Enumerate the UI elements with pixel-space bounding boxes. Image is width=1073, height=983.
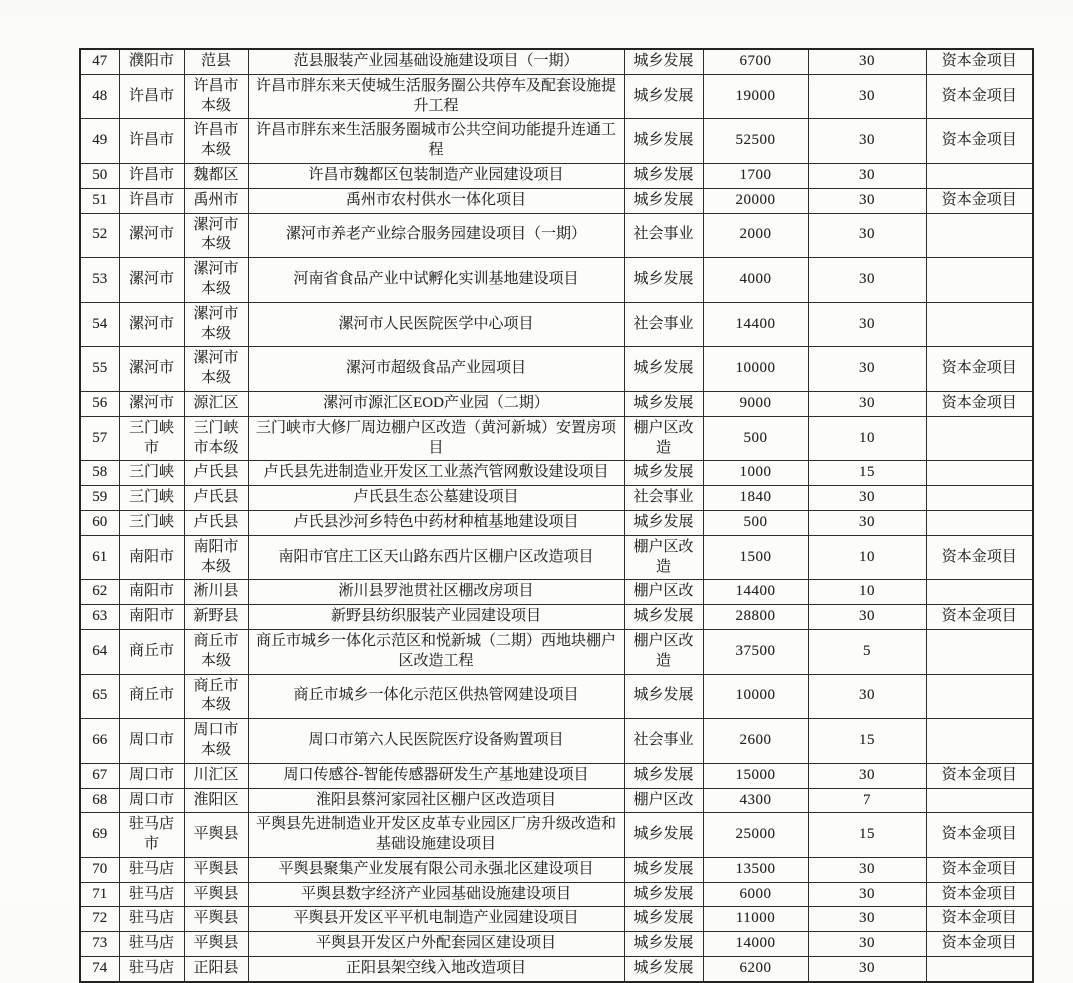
cell-amount: 14000 [703,932,808,957]
cell-ratio: 15 [808,719,926,764]
cell-capital-fund-flag: 资本金项目 [926,391,1033,416]
cell-amount: 10000 [703,674,808,719]
cell-city: 驻马店 [119,932,184,957]
cell-ratio: 5 [808,629,926,674]
cell-amount: 25000 [703,813,808,858]
table-row [80,763,1033,788]
cell-capital-fund-flag: 资本金项目 [926,882,1033,907]
cell-project-name: 平舆县聚集产业发展有限公司永强北区建设项目 [248,857,624,882]
cell-amount: 6700 [703,49,808,74]
cell-row-number: 52 [80,213,119,258]
cell-capital-fund-flag: 资本金项目 [926,857,1033,882]
cell-county-or-district: 淅川县 [184,580,248,605]
cell-project-name: 商丘市城乡一体化示范区供热管网建设项目 [248,674,624,719]
cell-project-name: 三门峡市大修厂周边棚户区改造（黄河新城）安置房项目 [248,416,624,461]
cell-project-name: 商丘市城乡一体化示范区和悦新城（二期）西地块棚户区改造工程 [248,629,624,674]
cell-capital-fund-flag: 资本金项目 [926,763,1033,788]
cell-city: 驻马店 [119,882,184,907]
cell-amount: 13500 [703,857,808,882]
cell-project-name: 卢氏县先进制造业开发区工业蒸汽管网敷设建设项目 [248,461,624,486]
cell-category: 城乡发展 [624,49,703,74]
cell-row-number: 58 [80,461,119,486]
cell-project-name: 许昌市胖东来生活服务圈城市公共空间功能提升连通工程 [248,119,624,164]
cell-city: 许昌市 [119,188,184,213]
table-row [80,813,1033,858]
cell-category: 社会事业 [624,302,703,347]
cell-row-number: 47 [80,49,119,74]
cell-row-number: 63 [80,605,119,630]
cell-category: 城乡发展 [624,461,703,486]
table-row [80,163,1033,188]
cell-county-or-district: 南阳市本级 [184,535,248,580]
cell-category: 棚户区改造 [624,535,703,580]
cell-row-number: 69 [80,813,119,858]
cell-category: 城乡发展 [624,258,703,303]
cell-amount: 19000 [703,74,808,119]
projects-table-body [80,49,1033,982]
cell-category: 城乡发展 [624,74,703,119]
cell-county-or-district: 卢氏县 [184,486,248,511]
cell-project-name: 正阳县架空线入地改造项目 [248,957,624,982]
cell-capital-fund-flag [926,788,1033,813]
table-row [80,535,1033,580]
cell-city: 漯河市 [119,213,184,258]
cell-city: 周口市 [119,763,184,788]
cell-project-name: 平舆县开发区户外配套园区建设项目 [248,932,624,957]
cell-county-or-district: 卢氏县 [184,461,248,486]
table-row [80,416,1033,461]
cell-county-or-district: 魏都区 [184,163,248,188]
cell-amount: 1500 [703,535,808,580]
cell-row-number: 48 [80,74,119,119]
cell-county-or-district: 范县 [184,49,248,74]
cell-amount: 1000 [703,461,808,486]
cell-row-number: 64 [80,629,119,674]
cell-city: 商丘市 [119,674,184,719]
cell-amount: 15000 [703,763,808,788]
cell-capital-fund-flag [926,416,1033,461]
cell-row-number: 57 [80,416,119,461]
cell-row-number: 53 [80,258,119,303]
cell-category: 城乡发展 [624,510,703,535]
cell-ratio: 30 [808,486,926,511]
cell-city: 漯河市 [119,302,184,347]
cell-city: 濮阳市 [119,49,184,74]
cell-row-number: 61 [80,535,119,580]
cell-row-number: 59 [80,486,119,511]
cell-county-or-district: 漯河市本级 [184,347,248,392]
cell-row-number: 72 [80,907,119,932]
cell-city: 驻马店 [119,857,184,882]
cell-amount: 14400 [703,580,808,605]
cell-city: 南阳市 [119,580,184,605]
cell-row-number: 50 [80,163,119,188]
cell-county-or-district: 平舆县 [184,857,248,882]
table-row [80,629,1033,674]
cell-ratio: 30 [808,258,926,303]
cell-capital-fund-flag [926,957,1033,982]
cell-capital-fund-flag: 资本金项目 [926,188,1033,213]
table-row [80,486,1033,511]
cell-category: 城乡发展 [624,882,703,907]
table-row [80,957,1033,982]
cell-category: 城乡发展 [624,907,703,932]
cell-row-number: 56 [80,391,119,416]
cell-city: 三门峡 [119,486,184,511]
cell-capital-fund-flag: 资本金项目 [926,74,1033,119]
cell-ratio: 30 [808,882,926,907]
cell-project-name: 漯河市人民医院医学中心项目 [248,302,624,347]
cell-project-name: 漯河市超级食品产业园项目 [248,347,624,392]
cell-project-name: 漯河市源汇区EOD产业园（二期） [248,391,624,416]
table-row [80,119,1033,164]
cell-category: 社会事业 [624,486,703,511]
cell-row-number: 51 [80,188,119,213]
cell-city: 驻马店 [119,907,184,932]
table-row [80,674,1033,719]
cell-city: 许昌市 [119,119,184,164]
projects-table [79,48,1034,983]
cell-amount: 500 [703,416,808,461]
cell-ratio: 15 [808,461,926,486]
cell-county-or-district: 平舆县 [184,907,248,932]
cell-amount: 1700 [703,163,808,188]
cell-city: 三门峡 [119,510,184,535]
table-row [80,461,1033,486]
cell-city: 驻马店 [119,957,184,982]
cell-category: 城乡发展 [624,605,703,630]
cell-county-or-district: 淮阳区 [184,788,248,813]
cell-county-or-district: 平舆县 [184,813,248,858]
cell-project-name: 南阳市官庄工区天山路东西片区棚户区改造项目 [248,535,624,580]
cell-ratio: 30 [808,907,926,932]
cell-category: 城乡发展 [624,763,703,788]
cell-ratio: 10 [808,416,926,461]
cell-capital-fund-flag: 资本金项目 [926,932,1033,957]
cell-county-or-district: 商丘市本级 [184,629,248,674]
cell-project-name: 平舆县开发区平平机电制造产业园建设项目 [248,907,624,932]
cell-category: 城乡发展 [624,857,703,882]
cell-row-number: 70 [80,857,119,882]
cell-project-name: 漯河市养老产业综合服务园建设项目（一期） [248,213,624,258]
table-row [80,932,1033,957]
cell-city: 许昌市 [119,163,184,188]
cell-category: 城乡发展 [624,957,703,982]
cell-project-name: 卢氏县沙河乡特色中药材种植基地建设项目 [248,510,624,535]
cell-project-name: 平舆县数字经济产业园基础设施建设项目 [248,882,624,907]
cell-county-or-district: 卢氏县 [184,510,248,535]
cell-amount: 6200 [703,957,808,982]
cell-row-number: 67 [80,763,119,788]
cell-ratio: 7 [808,788,926,813]
table-row [80,882,1033,907]
cell-amount: 20000 [703,188,808,213]
cell-project-name: 许昌市胖东来天使城生活服务圈公共停车及配套设施提升工程 [248,74,624,119]
cell-row-number: 62 [80,580,119,605]
cell-capital-fund-flag: 资本金项目 [926,813,1033,858]
cell-ratio: 15 [808,813,926,858]
cell-capital-fund-flag: 资本金项目 [926,907,1033,932]
cell-amount: 14400 [703,302,808,347]
cell-capital-fund-flag: 资本金项目 [926,347,1033,392]
cell-city: 南阳市 [119,535,184,580]
cell-county-or-district: 平舆县 [184,882,248,907]
cell-category: 城乡发展 [624,163,703,188]
cell-amount: 52500 [703,119,808,164]
table-row [80,258,1033,303]
cell-capital-fund-flag: 资本金项目 [926,49,1033,74]
cell-category: 社会事业 [624,213,703,258]
cell-ratio: 30 [808,391,926,416]
cell-amount: 4300 [703,788,808,813]
cell-county-or-district: 三门峡市本级 [184,416,248,461]
cell-category: 城乡发展 [624,347,703,392]
cell-county-or-district: 新野县 [184,605,248,630]
cell-amount: 1840 [703,486,808,511]
cell-ratio: 30 [808,605,926,630]
cell-capital-fund-flag [926,486,1033,511]
cell-county-or-district: 禹州市 [184,188,248,213]
cell-row-number: 65 [80,674,119,719]
cell-city: 南阳市 [119,605,184,630]
cell-project-name: 禹州市农村供水一体化项目 [248,188,624,213]
cell-ratio: 30 [808,302,926,347]
table-row [80,907,1033,932]
cell-city: 周口市 [119,719,184,764]
cell-row-number: 68 [80,788,119,813]
cell-capital-fund-flag: 资本金项目 [926,535,1033,580]
cell-capital-fund-flag [926,302,1033,347]
cell-row-number: 55 [80,347,119,392]
cell-capital-fund-flag [926,580,1033,605]
cell-ratio: 30 [808,163,926,188]
cell-capital-fund-flag [926,258,1033,303]
cell-amount: 10000 [703,347,808,392]
cell-county-or-district: 漯河市本级 [184,302,248,347]
cell-project-name: 平舆县先进制造业开发区皮革专业园区厂房升级改造和基础设施建设项目 [248,813,624,858]
table-row [80,188,1033,213]
cell-county-or-district: 漯河市本级 [184,213,248,258]
cell-project-name: 周口传感谷-智能传感器研发生产基地建设项目 [248,763,624,788]
table-row [80,347,1033,392]
cell-city: 驻马店市 [119,813,184,858]
cell-capital-fund-flag: 资本金项目 [926,119,1033,164]
cell-amount: 2000 [703,213,808,258]
cell-capital-fund-flag [926,461,1033,486]
cell-ratio: 30 [808,74,926,119]
cell-category: 城乡发展 [624,932,703,957]
cell-county-or-district: 源汇区 [184,391,248,416]
table-row [80,213,1033,258]
table-row [80,510,1033,535]
cell-ratio: 30 [808,510,926,535]
cell-city: 漯河市 [119,258,184,303]
cell-project-name: 周口市第六人民医院医疗设备购置项目 [248,719,624,764]
cell-project-name: 淅川县罗池贯社区棚改房项目 [248,580,624,605]
table-row [80,605,1033,630]
table-row [80,74,1033,119]
cell-amount: 9000 [703,391,808,416]
cell-ratio: 10 [808,580,926,605]
table-row [80,719,1033,764]
cell-ratio: 30 [808,932,926,957]
cell-project-name: 卢氏县生态公墓建设项目 [248,486,624,511]
cell-category: 城乡发展 [624,391,703,416]
cell-project-name: 淮阳县蔡河家园社区棚户区改造项目 [248,788,624,813]
cell-city: 三门峡 [119,461,184,486]
cell-project-name: 范县服装产业园基础设施建设项目（一期） [248,49,624,74]
cell-county-or-district: 川汇区 [184,763,248,788]
cell-category: 城乡发展 [624,674,703,719]
cell-category: 城乡发展 [624,119,703,164]
cell-capital-fund-flag [926,163,1033,188]
cell-city: 三门峡市 [119,416,184,461]
cell-ratio: 30 [808,119,926,164]
cell-category: 棚户区改 [624,580,703,605]
cell-capital-fund-flag [926,674,1033,719]
table-row [80,580,1033,605]
cell-capital-fund-flag [926,719,1033,764]
cell-category: 城乡发展 [624,188,703,213]
cell-project-name: 河南省食品产业中试孵化实训基地建设项目 [248,258,624,303]
cell-amount: 11000 [703,907,808,932]
cell-capital-fund-flag: 资本金项目 [926,605,1033,630]
table-row [80,391,1033,416]
cell-ratio: 30 [808,857,926,882]
cell-capital-fund-flag [926,510,1033,535]
cell-ratio: 30 [808,347,926,392]
table-row [80,49,1033,74]
cell-county-or-district: 许昌市本级 [184,74,248,119]
cell-row-number: 66 [80,719,119,764]
cell-category: 棚户区改 [624,788,703,813]
cell-category: 棚户区改造 [624,629,703,674]
cell-city: 漯河市 [119,391,184,416]
cell-row-number: 74 [80,957,119,982]
cell-city: 许昌市 [119,74,184,119]
cell-city: 周口市 [119,788,184,813]
cell-county-or-district: 许昌市本级 [184,119,248,164]
cell-amount: 4000 [703,258,808,303]
cell-ratio: 30 [808,763,926,788]
cell-county-or-district: 平舆县 [184,932,248,957]
table-row [80,302,1033,347]
cell-ratio: 30 [808,188,926,213]
cell-category: 棚户区改造 [624,416,703,461]
cell-county-or-district: 漯河市本级 [184,258,248,303]
cell-row-number: 49 [80,119,119,164]
cell-ratio: 30 [808,957,926,982]
cell-category: 社会事业 [624,719,703,764]
cell-ratio: 30 [808,674,926,719]
cell-amount: 37500 [703,629,808,674]
table-row [80,788,1033,813]
cell-city: 商丘市 [119,629,184,674]
cell-amount: 28800 [703,605,808,630]
cell-row-number: 73 [80,932,119,957]
cell-project-name: 许昌市魏都区包装制造产业园建设项目 [248,163,624,188]
cell-city: 漯河市 [119,347,184,392]
cell-county-or-district: 商丘市本级 [184,674,248,719]
cell-amount: 6000 [703,882,808,907]
cell-county-or-district: 周口市本级 [184,719,248,764]
cell-row-number: 54 [80,302,119,347]
cell-row-number: 71 [80,882,119,907]
table-row [80,857,1033,882]
cell-amount: 500 [703,510,808,535]
cell-ratio: 30 [808,213,926,258]
cell-ratio: 30 [808,49,926,74]
cell-amount: 2600 [703,719,808,764]
cell-county-or-district: 正阳县 [184,957,248,982]
cell-ratio: 10 [808,535,926,580]
cell-row-number: 60 [80,510,119,535]
cell-project-name: 新野县纺织服装产业园建设项目 [248,605,624,630]
cell-capital-fund-flag [926,629,1033,674]
cell-capital-fund-flag [926,213,1033,258]
cell-category: 城乡发展 [624,813,703,858]
